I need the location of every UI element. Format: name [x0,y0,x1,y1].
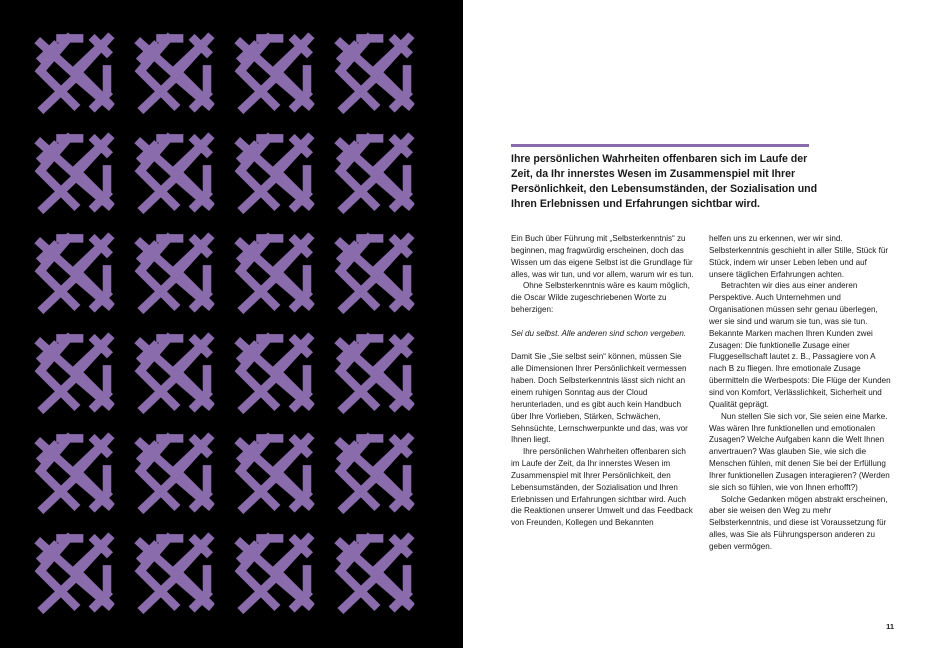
pinwheel-knot-icon [40,138,108,208]
oscar-wilde-quote: Sei du selbst. Alle anderen sind schon vergeben. [511,328,687,338]
pinwheel-knot-icon [240,438,308,508]
pinwheel-knot-icon [240,238,308,308]
pinwheel-knot-icon [340,538,408,608]
pinwheel-knot-icon [240,38,308,108]
accent-rule [511,144,809,147]
body-column-right [709,233,893,553]
pinwheel-knot-icon [340,238,408,308]
body-paragraph: Nun stellen Sie sich vor, Sie seien eine Marke. Was wären Ihre funktionellen und emotionalen Zusagen? Welche Aufgaben kann die Welt Ihnen anvertrauen? Was glauben Sie, wie sich die Menschen fühlen, mit denen Sie bei der Erfüllung Ihrer funktionellen Zusagen interagieren? (Werden sie sich so fühlen, wie von Ihnen erhofft?) [709,411,890,492]
text-page [463,0,926,648]
body-paragraph: Damit Sie „Sie selbst sein“ können, müssen Sie alle Dimensionen Ihrer Persönlichkeit vermessen haben. Doch Selbsterkenntnis lässt sich nicht an einem ruhigen Sonntag aus der Cloud herunterladen, und es gibt auch kein Handbuch über Ihre Vorlieben, Stärken, Schwächen, Sehnsüchte, Lernschwerpunkte und das, was vor Ihnen liegt. [511,352,688,445]
pinwheel-knot-icon [140,338,208,408]
body-paragraph: Ohne Selbsterkenntnis wäre es kaum möglich, die Oscar Wilde zugeschriebenen Worte zu beherzigen: [511,281,690,315]
pinwheel-knot-icon [40,238,108,308]
pinwheel-knot-icon [40,338,108,408]
intro-lead-paragraph: Ihre persönlichen Wahrheiten offenbaren sich im Laufe der Zeit, da Ihr innerstes Wesen im Zusammenspiel mit Ihrer Persönlichkeit, den Lebensumständen, der Sozialisation und Ihren Erlebnissen und Erfahrungen sichtbar wird. [511,153,818,210]
body-paragraph: Ihre persönlichen Wahrheiten offenbaren sich im Laufe der Zeit, da Ihr innerstes Wesen im Zusammenspiel mit Ihrer Persönlichkeit, den Lebensumständen, der Sozialisation und Ihren Erlebnissen und Erfahrungen sichtbar wird. Auch die Reaktionen unserer Umwelt und das Feedback von Freunden, Kollegen und Bekannten [511,447,693,528]
body-paragraph: Ein Buch über Führung mit „Selbsterkenntnis“ zu beginnen, mag fragwürdig erscheinen, doch das Wissen um das eigene Selbst ist die Grundlage für alles, was wir tun, und vor allem, warum wir es tun. [511,234,694,279]
pinwheel-knot-icon [140,538,208,608]
pinwheel-knot-icon [140,238,208,308]
pinwheel-knot-icon [340,138,408,208]
pinwheel-knot-icon [240,338,308,408]
body-column-left [511,233,695,529]
pinwheel-knot-icon [240,138,308,208]
pinwheel-knot-icon [340,438,408,508]
pinwheel-knot-icon [140,38,208,108]
pinwheel-knot-icon [340,38,408,108]
pinwheel-knot-icon [340,338,408,408]
body-paragraph: helfen uns zu erkennen, wer wir sind. Selbsterkenntnis geschieht in aller Stille, Stück für Stück, indem wir unser Leben leben und auf unsere täglichen Erfahrungen achten. [709,234,889,279]
pinwheel-knot-icon [40,38,108,108]
pinwheel-knot-icon [240,538,308,608]
pinwheel-knot-icon [140,138,208,208]
pinwheel-knot-icon [140,438,208,508]
body-paragraph: Betrachten wir dies aus einer anderen Perspektive. Auch Unternehmen und Organisationen müssen sehr genau überlegen, wer sie sind und warum sie tun, was sie tun. Bekannte Marken machen Ihren Kunden zwei Zusagen: Die funktionelle Zusage einer Fluggesellschaft lautet z. B., Passagiere von A nach B zu fliegen. Ihre emotionale Zusage übermitteln die Werbespots: Die Flüge der Kunden sind von Komfort, Verlässlichkeit, Sicherheit und Qualität geprägt. [709,281,891,409]
pinwheel-knot-icon [40,438,108,508]
body-paragraph: Solche Gedanken mögen abstrakt erscheinen, aber sie weisen den Weg zu mehr Selbsterkenntnis, und diese ist Voraussetzung für alles, was Sie als Führungsperson anderen zu geben vermögen. [709,494,888,551]
page-number: 11 [886,622,894,631]
pinwheel-knot-icon [40,538,108,608]
